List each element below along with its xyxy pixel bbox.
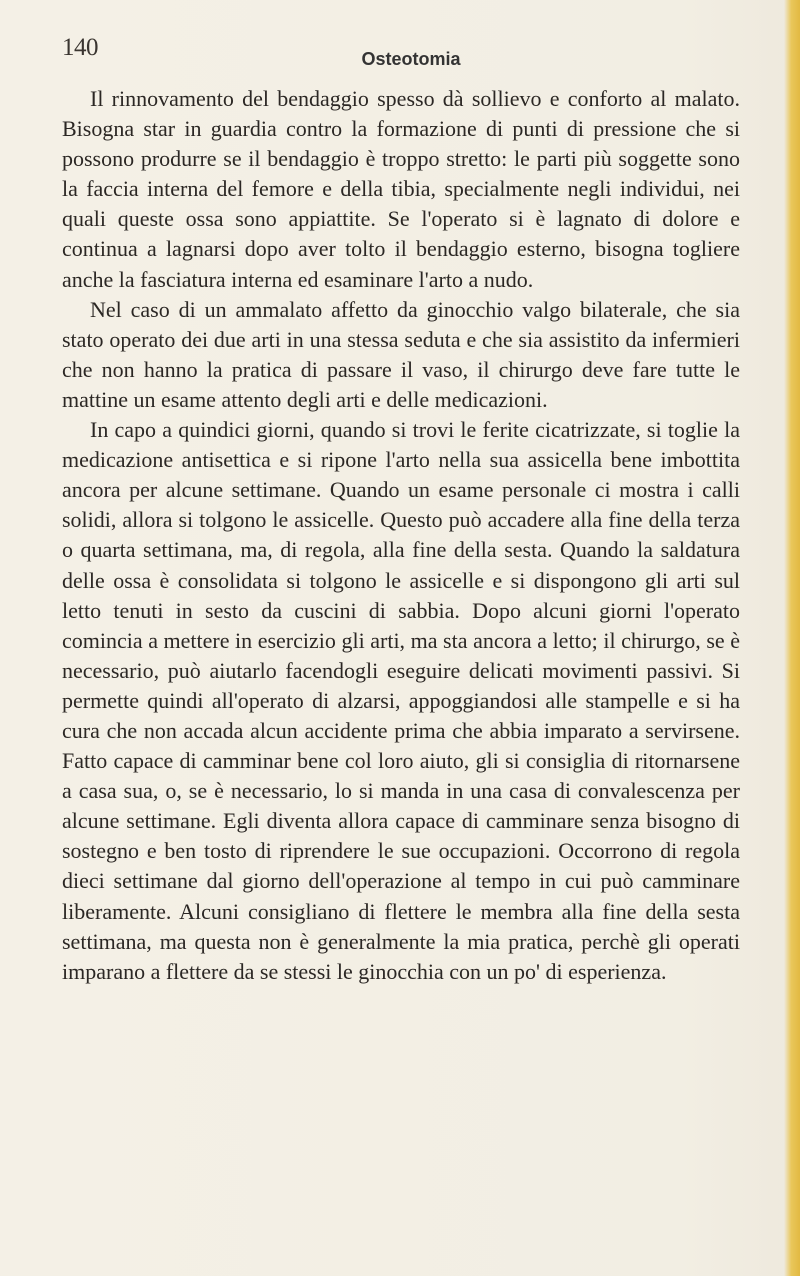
paragraph: Nel caso di un ammalato affetto da ginocchio valgo bilaterale, che sia stato operato dei due arti in una stessa seduta e che sia assistito da infermieri che non hanno la pratica di passare il vaso, il chirurgo deve fare tutte le mattine un esame attento degli arti e delle medicazioni. [62,296,740,412]
page-number: 140 [62,34,98,61]
page-edge [784,0,800,1276]
running-title: Osteotomia [361,49,461,69]
body-text [62,84,740,987]
paragraph: Il rinnovamento del bendaggio spesso dà sollievo e conforto al malato. Bisogna star in guardia contro la formazione di punti di pressione che si possono produrre se il bendaggio è troppo stretto: le parti più soggette sono la faccia interna del femore e della tibia, specialmente negli individui, nei quali queste ossa sono appiattite. Se l'operato si è lagnato di dolore e continua a lagnarsi dopo aver tolto il bendaggio esterno, bisogna togliere anche la fasciatura interna ed esaminare l'arto a nudo. [62,86,740,292]
paragraph: In capo a quindici giorni, quando si trovi le ferite cicatrizzate, si toglie la medicazione antisettica e si ripone l'arto nella sua assicella bene imbottita ancora per alcune settimane. Quando un esame personale ci mostra i calli solidi, allora si tolgono le assicelle. Questo può accadere alla fine della terza o quarta settimana, ma, di regola, alla fine della sesta. Quando la saldatura delle ossa è consolidata si tolgono le assicelle e si dispongono gli arti sul letto tenuti in sesto da cuscini di sabbia. Dopo alcuni giorni l'operato comincia a mettere in esercizio gli arti, ma sta ancora a letto; il chirurgo, se è necessario, può aiutarlo facendogli eseguire delicati movimenti passivi. Si permette quindi all'operato di alzarsi, appoggiandosi alle stampelle e si ha cura che non accada alcun accidente prima che abbia imparato a servirsene. Fatto capace di camminar bene col loro aiuto, gli si consiglia di ritornarsene a casa sua, o, se è necessario, lo si manda in una casa di convalescenza per alcune settimane. Egli diventa allora capace di camminare senza bisogno di sostegno e ben tosto di riprendere le sue occupazioni. Occorrono di regola dieci settimane dal giorno dell'operazione al tempo in cui può camminare liberamente. Alcuni consigliano di flettere le membra alla fine della sesta settimana, ma questa non è generalmente la mia pratica, perchè gli operati imparano a flettere da se stessi le ginocchia con un po' di esperienza. [62,417,740,984]
page-header [62,34,760,74]
